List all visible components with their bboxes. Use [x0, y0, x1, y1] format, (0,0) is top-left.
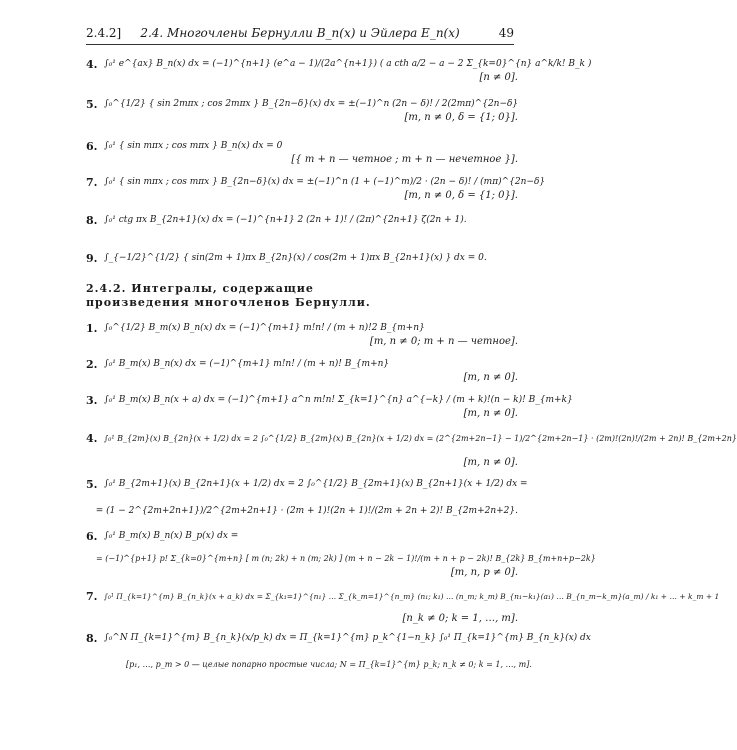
formula-number: 1. — [86, 322, 98, 335]
formula-number: 7. — [86, 176, 98, 189]
formula-number: 6. — [86, 530, 98, 543]
formula-continuation: = (−1)^{p+1} p! Σ_{k=0}^{m+n} [ m (n; 2k) + n (m; 2k) ] (m + n − 2k − 1)!/(m + n + p − 2k)! B_{2k} B_{m+n+p−2k} — [96, 554, 596, 563]
formula-text: ∫₀^N Π_{k=1}^{m} B_{n_k}(x/p_k) dx = Π_{k=1}^{m} p_k^{1−n_k} ∫₀¹ Π_{k=1}^{m} B_{n_k}(x) dx — [104, 633, 591, 643]
formula-text: ∫₀¹ B_{2m}(x) B_{2n}(x + 1/2) dx = 2 ∫₀^{1/2} B_{2m}(x) B_{2n}(x + 1/2) dx = (2^{2m+2n−1} − 1)/2^{2m+2n−1} · (2m)!(2n)!/(2m + 2n)! B_{2m+2n} — [104, 434, 737, 443]
formula-condition: [m, n ≠ 0; m + n — четное]. — [369, 336, 518, 347]
subsection-title: Интегралы, содержащие произведения многочленов Бернулли. — [86, 282, 371, 309]
formula-condition: [m, n ≠ 0, δ = {1; 0}]. — [404, 190, 518, 201]
section-number: 2.4.2] — [86, 26, 122, 40]
formula-text: ∫₀¹ B_m(x) B_n(x) B_p(x) dx = — [104, 531, 239, 541]
formula-condition: [n_k ≠ 0; k = 1, …, m]. — [402, 613, 518, 624]
formula-text: ∫₀¹ { sin mπx ; cos mπx } B_{2n−δ}(x) dx = ±(−1)^n (1 + (−1)^m)/2 · (2n − δ)! / (mπ)^{2n−δ} — [104, 177, 546, 187]
formula-number: 9. — [86, 252, 98, 265]
formula-text: ∫_{−1/2}^{1/2} { sin(2m + 1)πx B_{2n}(x) / cos(2m + 1)πx B_{2n+1}(x) } dx = 0. — [104, 253, 487, 263]
formula-continuation: = (1 − 2^{2m+2n+1})/2^{2m+2n+1} · (2m + 1)!(2n + 1)!/(2m + 2n + 2)! B_{2m+2n+2}. — [95, 506, 518, 516]
page-number: 49 — [498, 26, 514, 40]
running-title: 2.4. Многочлены Бернулли B_n(x) и Эйлера E_n(x) — [140, 26, 460, 40]
page-header — [86, 26, 514, 45]
formula-text: ∫₀¹ B_{2m+1}(x) B_{2n+1}(x + 1/2) dx = 2 ∫₀^{1/2} B_{2m+1}(x) B_{2n+1}(x + 1/2) dx = — [104, 479, 528, 489]
formula-condition: [m, n ≠ 0]. — [463, 408, 518, 419]
formula-condition: [{ m + n — четное ; m + n — нечетное }]. — [291, 154, 518, 165]
formula-condition: [m, n, p ≠ 0]. — [450, 567, 518, 578]
formula-condition: [m, n ≠ 0]. — [463, 372, 518, 383]
formula-number: 2. — [86, 358, 98, 371]
formula-text: ∫₀¹ ctg πx B_{2n+1}(x) dx = (−1)^{n+1} 2 (2n + 1)! / (2π)^{2n+1} ζ(2n + 1). — [104, 215, 467, 225]
formula-number: 8. — [86, 214, 98, 227]
formula-number: 8. — [86, 632, 98, 645]
formula-text: ∫₀¹ e^{ax} B_n(x) dx = (−1)^{n+1} (e^a − 1)/(2a^{n+1}) ( a cth a/2 − a − 2 Σ_{k=0}^{n} a^k/k! B_k ) — [104, 59, 592, 69]
formula-condition: [m, n ≠ 0, δ = {1; 0}]. — [404, 112, 518, 123]
formula-condition: [m, n ≠ 0]. — [463, 457, 518, 468]
formula-text: ∫₀¹ { sin mπx ; cos mπx } B_n(x) dx = 0 — [104, 141, 283, 151]
formula-number: 4. — [86, 432, 98, 445]
formula-number: 5. — [86, 98, 98, 111]
formula-number: 3. — [86, 394, 98, 407]
formula-text: ∫₀¹ B_m(x) B_n(x + a) dx = (−1)^{m+1} a^n m!n! Σ_{k=1}^{n} a^{−k} / (m + k)!(n − k)! B_{m+k} — [104, 395, 573, 405]
formula-number: 7. — [86, 590, 98, 603]
formula-text: ∫₀¹ B_m(x) B_n(x) dx = (−1)^{m+1} m!n! / (m + n)! B_{m+n} — [104, 359, 390, 369]
formula-number: 4. — [86, 58, 98, 71]
formula-condition: [n ≠ 0]. — [479, 72, 518, 83]
formula-text: ∫₀¹ Π_{k=1}^{m} B_{n_k}(x + a_k) dx = Σ_{k₁=1}^{n₁} … Σ_{k_m=1}^{n_m} (n₁; k₁) … (n_m; k_m) B_{n₁−k₁}(a₁) … B_{n_m−k_m}(a_m) / k₁ + … + k_m + 1 — [104, 592, 720, 601]
formula-text: ∫₀^{1/2} { sin 2mπx ; cos 2mπx } B_{2n−δ}(x) dx = ±(−1)^n (2n − δ)! / 2(2mπ)^{2n−δ} — [104, 99, 519, 109]
subsection-heading — [86, 282, 386, 310]
formula-number: 6. — [86, 140, 98, 153]
formula-continuation: [p₁, …, p_m > 0 — целые попарно простые числа; N = Π_{k=1}^{m} p_k; n_k ≠ 0; k = 1, …, m]. — [126, 660, 532, 669]
subsection-number: 2.4.2. — [86, 282, 127, 295]
formula-number: 5. — [86, 478, 98, 491]
formula-text: ∫₀^{1/2} B_m(x) B_n(x) dx = (−1)^{m+1} m!n! / (m + n)!2 B_{m+n} — [104, 323, 425, 333]
